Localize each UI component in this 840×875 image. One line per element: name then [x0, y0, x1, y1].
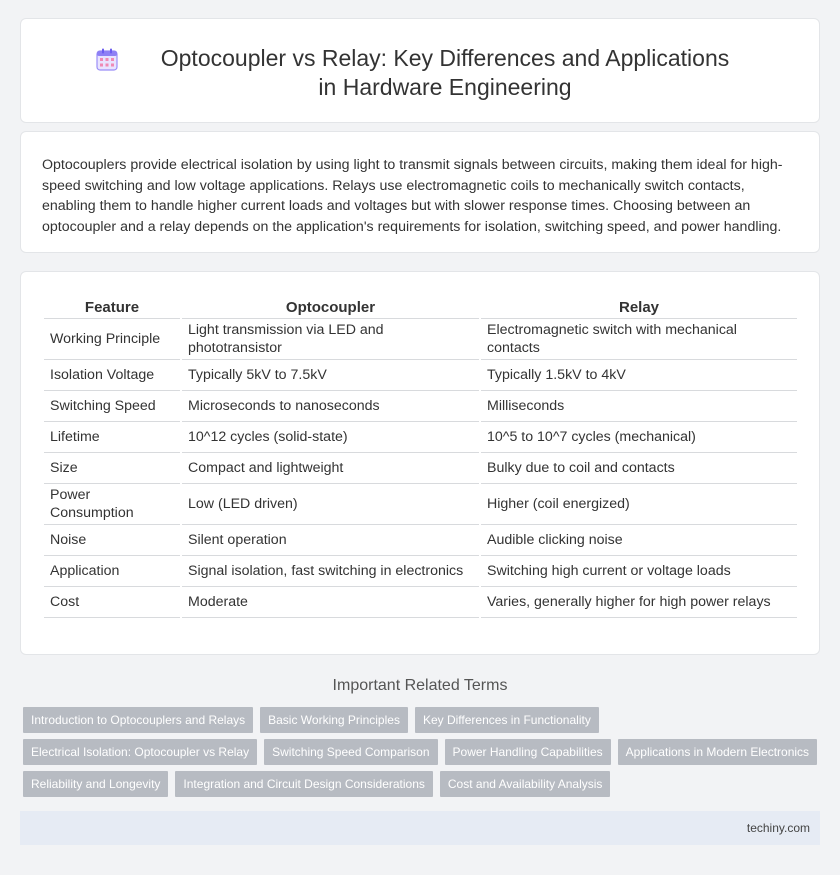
related-term-tag[interactable]: Cost and Availability Analysis [440, 771, 611, 797]
table-row [44, 453, 797, 484]
cell-optocoupler: Signal isolation, fast switching in electronics [182, 556, 479, 587]
cell-relay: Higher (coil energized) [481, 484, 797, 525]
cell-optocoupler: Low (LED driven) [182, 484, 479, 525]
related-terms-row [23, 707, 606, 733]
table-row [44, 422, 797, 453]
cell-feature: Isolation Voltage [44, 360, 180, 391]
header-optocoupler: Optocoupler [182, 296, 479, 319]
cell-feature: Noise [44, 525, 180, 556]
cell-optocoupler: Silent operation [182, 525, 479, 556]
cell-relay: Milliseconds [481, 391, 797, 422]
cell-optocoupler: Typically 5kV to 7.5kV [182, 360, 479, 391]
table-row [44, 587, 797, 618]
intro-paragraph: Optocouplers provide electrical isolation by using light to transmit signals between circuits, making them ideal for high-speed switching and low voltage applications. Relays use electromagnetic coils to mechanically switch contacts, enabling them to handle higher current loads and voltages but with slower response times. Choosing between an optocoupler and a relay depends on the application's requirements for isolation, switching speed, and power handling. [42, 157, 783, 235]
table-row [44, 319, 797, 360]
cell-relay: Varies, generally higher for high power relays [481, 587, 797, 618]
cell-feature: Lifetime [44, 422, 180, 453]
cell-relay: Electromagnetic switch with mechanical contacts [481, 319, 797, 360]
related-term-tag[interactable]: Introduction to Optocouplers and Relays [23, 707, 253, 733]
related-term-tag[interactable]: Switching Speed Comparison [264, 739, 437, 765]
cell-relay: Bulky due to coil and contacts [481, 453, 797, 484]
table-row [44, 556, 797, 587]
cell-relay: Typically 1.5kV to 4kV [481, 360, 797, 391]
cell-optocoupler: Compact and lightweight [182, 453, 479, 484]
comparison-card [20, 271, 820, 655]
comparison-table [42, 296, 799, 618]
cell-feature: Power Consumption [44, 484, 180, 525]
page-title [21, 44, 819, 102]
header-feature: Feature [44, 296, 180, 319]
related-term-tag[interactable]: Basic Working Principles [260, 707, 408, 733]
cell-feature: Switching Speed [44, 391, 180, 422]
related-term-tag[interactable]: Electrical Isolation: Optocoupler vs Relay [23, 739, 257, 765]
cell-optocoupler: Moderate [182, 587, 479, 618]
cell-optocoupler: 10^12 cycles (solid-state) [182, 422, 479, 453]
table-row [44, 391, 797, 422]
table-header-row [44, 296, 797, 319]
related-term-tag[interactable]: Integration and Circuit Design Considerations [175, 771, 432, 797]
title-card [20, 18, 820, 123]
cell-feature: Application [44, 556, 180, 587]
page-title-text: Optocoupler vs Relay: Key Differences and Applications in Hardware Engineering [160, 45, 730, 100]
footer [20, 811, 820, 845]
table-row [44, 525, 797, 556]
related-term-tag[interactable]: Key Differences in Functionality [415, 707, 599, 733]
cell-relay: Audible clicking noise [481, 525, 797, 556]
related-term-tag[interactable]: Applications in Modern Electronics [618, 739, 817, 765]
footer-site-link[interactable]: techiny.com [746, 821, 810, 835]
cell-feature: Size [44, 453, 180, 484]
related-terms-title: Important Related Terms [332, 677, 508, 694]
intro-card [20, 131, 820, 253]
table-row [44, 484, 797, 525]
cell-relay: 10^5 to 10^7 cycles (mechanical) [481, 422, 797, 453]
cell-feature: Working Principle [44, 319, 180, 360]
related-terms-row [23, 771, 617, 797]
related-term-tag[interactable]: Power Handling Capabilities [445, 739, 611, 765]
table-row [44, 360, 797, 391]
cell-feature: Cost [44, 587, 180, 618]
header-relay: Relay [481, 296, 797, 319]
related-terms-row [23, 739, 824, 765]
cell-relay: Switching high current or voltage loads [481, 556, 797, 587]
cell-optocoupler: Light transmission via LED and phototransistor [182, 319, 479, 360]
related-term-tag[interactable]: Reliability and Longevity [23, 771, 168, 797]
cell-optocoupler: Microseconds to nanoseconds [182, 391, 479, 422]
